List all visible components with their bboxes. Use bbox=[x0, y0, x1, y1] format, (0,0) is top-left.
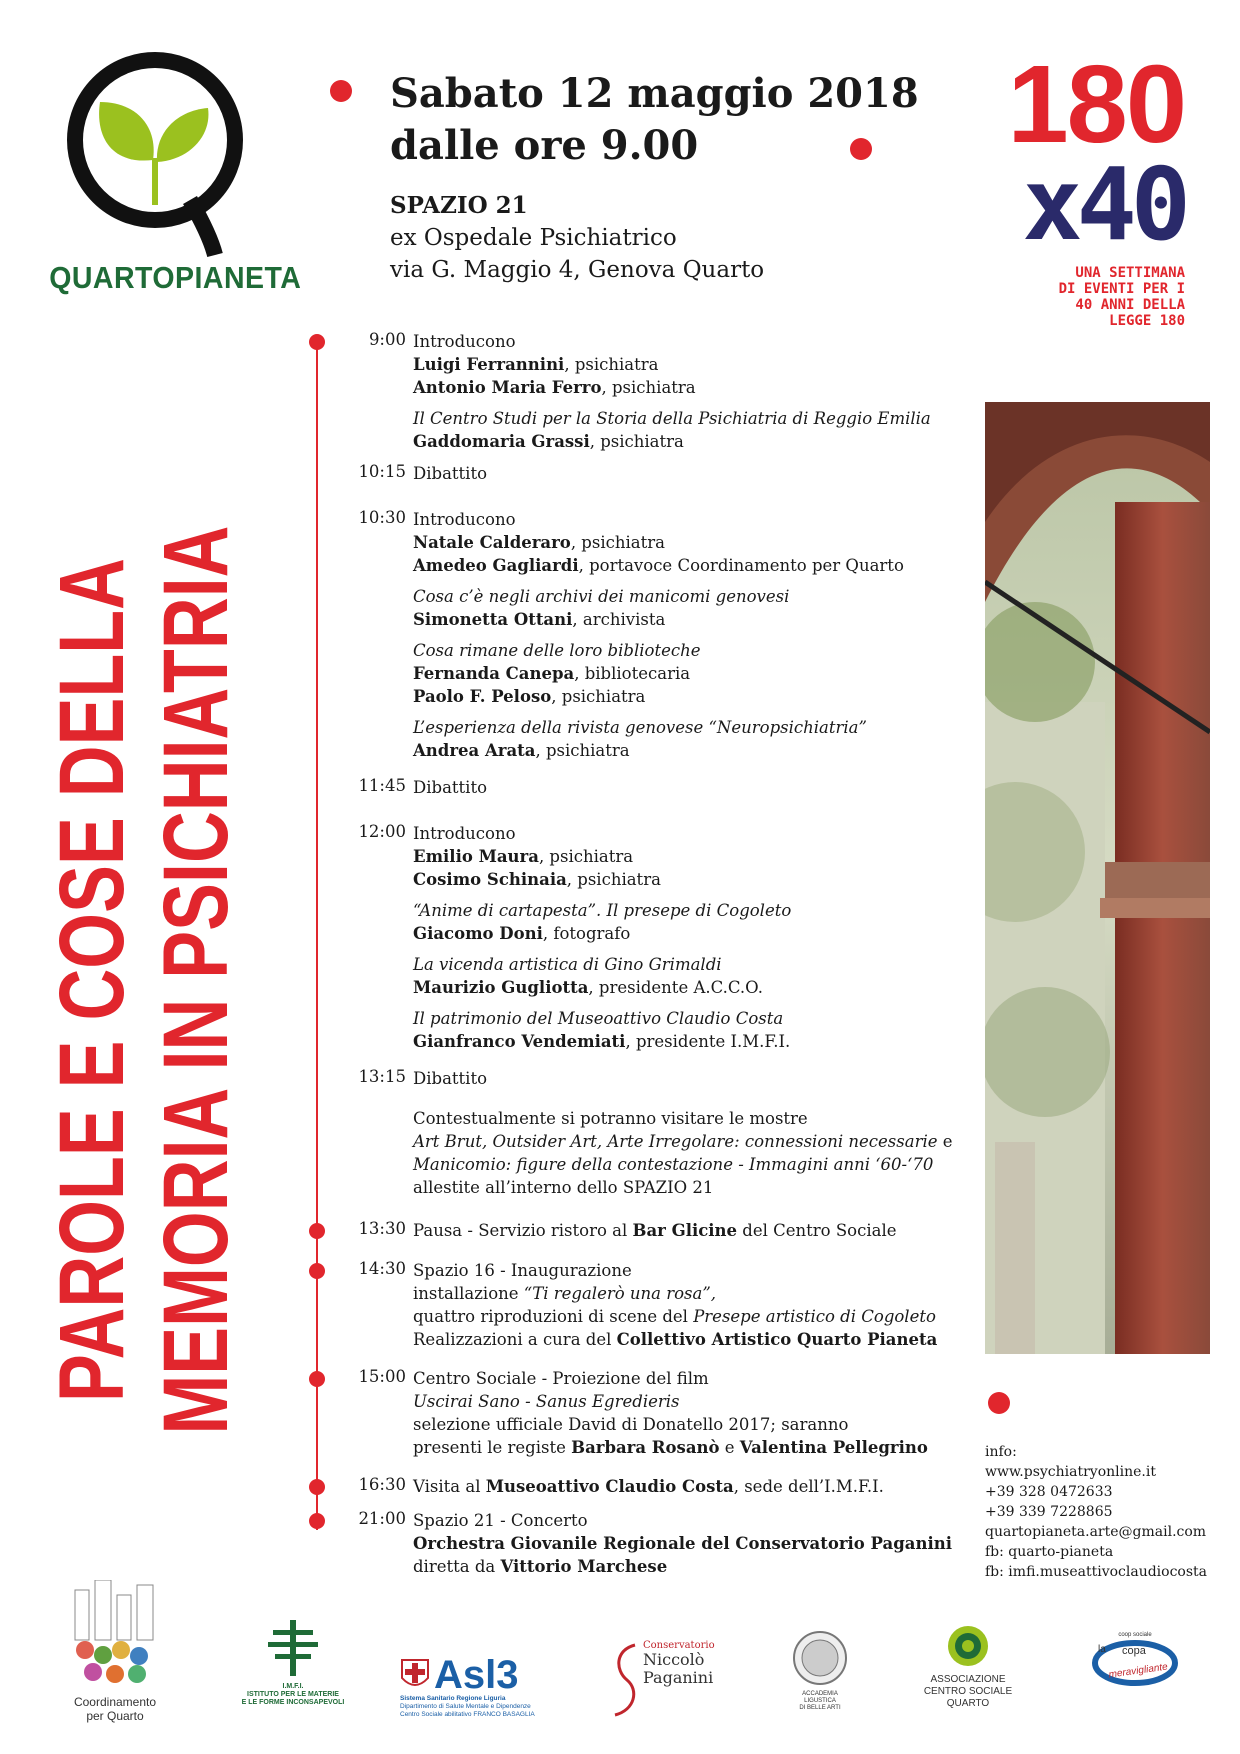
facebook-2: fb: imfi.museattivoclaudiocosta bbox=[985, 1564, 1208, 1580]
program-entry bbox=[413, 330, 973, 453]
bullet-dot bbox=[330, 80, 352, 102]
time-slot: 15:00 bbox=[358, 1367, 406, 1386]
badge-sub-line: DI EVENTI PER I bbox=[1058, 281, 1185, 297]
speaker: Fernanda Canepa, bibliotecaria bbox=[413, 664, 691, 683]
cons-line: Niccolò bbox=[643, 1650, 705, 1669]
entry-line: Spazio 16 - Inaugurazione bbox=[413, 1261, 632, 1280]
sprout-q-icon bbox=[40, 40, 270, 260]
program-entry bbox=[413, 1219, 973, 1242]
entry-line: presenti le registe Barbara Rosanò e Valentina Pellegrino bbox=[413, 1438, 928, 1457]
coordinamento-logo bbox=[60, 1580, 170, 1723]
entry-line: Orchestra Giovanile Regionale del Conservatorio Paganini bbox=[413, 1534, 952, 1553]
asl-sub-line: Centro Sociale abilitativo FRANCO BASAGLIA bbox=[400, 1711, 535, 1718]
date-line: Sabato 12 maggio 2018 bbox=[390, 70, 919, 117]
venue-block bbox=[390, 190, 764, 286]
brand-name: QUARTOPIANETA bbox=[49, 260, 302, 295]
timeline-dot bbox=[309, 1263, 325, 1279]
imfi-line: ISTITUTO PER LE MATERIE bbox=[247, 1691, 339, 1698]
info-block bbox=[985, 1442, 1207, 1582]
entry-line: Contestualmente si potranno visitare le mostre bbox=[413, 1109, 808, 1128]
coop-logo bbox=[1075, 1632, 1195, 1693]
talk-title: Cosa c’è negli archivi dei manicomi genovesi bbox=[413, 587, 790, 606]
quartopianeta-logo bbox=[40, 40, 302, 310]
entry-line: Dibattito bbox=[413, 778, 488, 797]
time-slot: 13:15 bbox=[358, 1067, 406, 1086]
talk-title: La vicenda artistica di Gino Grimaldi bbox=[413, 955, 722, 974]
accademia-logo bbox=[785, 1630, 855, 1712]
time-slot: 10:15 bbox=[358, 462, 406, 481]
event-date bbox=[390, 68, 919, 172]
speaker: Natale Calderaro, psichiatra bbox=[413, 533, 665, 552]
accad-line: ACCADEMIA bbox=[802, 1691, 838, 1697]
talk-title: Il patrimonio del Museoattivo Claudio Costa bbox=[413, 1009, 784, 1028]
imfi-line: I.M.F.I. bbox=[282, 1683, 304, 1690]
acsq-line: QUARTO bbox=[946, 1698, 990, 1709]
arch-photo bbox=[985, 402, 1210, 1354]
talk-title: Il Centro Studi per la Storia della Psichiatria di Reggio Emilia bbox=[413, 409, 931, 428]
time-slot: 14:30 bbox=[358, 1259, 406, 1278]
title-line-1: PAROLE E COSE DELLA bbox=[41, 558, 143, 1402]
exhibit-line: Art Brut, Outsider Art, Arte Irregolare: connessioni necessarie e bbox=[413, 1132, 953, 1151]
coord-line: Coordinamento bbox=[73, 1695, 157, 1709]
venue-desc: ex Ospedale Psichiatrico bbox=[390, 225, 677, 251]
speaker: Paolo F. Peloso, psichiatra bbox=[413, 687, 646, 706]
program-entry bbox=[413, 776, 973, 799]
program-entry bbox=[413, 822, 973, 1053]
time-slot: 12:00 bbox=[358, 822, 406, 841]
cons-line: Paganini bbox=[643, 1668, 714, 1687]
entry-line: Visita al Museoattivo Claudio Costa, sede dell’I.M.F.I. bbox=[413, 1477, 884, 1496]
time-slot: 21:00 bbox=[358, 1509, 406, 1528]
film-title: Uscirai Sano - Sanus Egredieris bbox=[413, 1392, 680, 1411]
speaker: Emilio Maura, psichiatra bbox=[413, 847, 634, 866]
timeline-dot bbox=[309, 1479, 325, 1495]
program-entry bbox=[413, 1367, 973, 1459]
entry-line: Realizzazioni a cura del Collettivo Artistico Quarto Pianeta bbox=[413, 1330, 938, 1349]
badge-x40: x40 bbox=[1022, 146, 1185, 263]
speaker: Giacomo Doni, fotografo bbox=[413, 924, 631, 943]
entry-line: allestite all’interno dello SPAZIO 21 bbox=[413, 1178, 714, 1197]
title-line-2: MEMORIA IN PSICHIATRIA bbox=[145, 525, 247, 1435]
asl3-wordmark: Asl3 bbox=[434, 1653, 519, 1697]
program-entry bbox=[413, 508, 973, 762]
talk-title: Cosa rimane delle loro biblioteche bbox=[413, 641, 701, 660]
coop-line: coop sociale bbox=[1118, 1632, 1152, 1638]
entry-line: Pausa - Servizio ristoro al Bar Glicine del Centro Sociale bbox=[413, 1221, 897, 1240]
badge-sub-line: UNA SETTIMANA bbox=[1075, 265, 1185, 281]
phone-2: +39 339 7228865 bbox=[985, 1504, 1113, 1520]
website-link[interactable]: www.psychiatryonline.it bbox=[985, 1464, 1156, 1480]
asl-sub-line: Dipartimento di Salute Mentale e Dipendenze bbox=[400, 1703, 531, 1710]
timeline-dot bbox=[309, 334, 325, 350]
coop-ring-icon bbox=[1080, 1638, 1190, 1688]
city-crowd-icon bbox=[65, 1580, 165, 1690]
speaker: Simonetta Ottani, archivista bbox=[413, 610, 666, 629]
cons-line: Conservatorio bbox=[643, 1640, 715, 1651]
entry-line: quattro riproduzioni di scene del Presepe artistico di Cogoleto bbox=[413, 1307, 936, 1326]
facebook-1: fb: quarto-pianeta bbox=[985, 1544, 1114, 1560]
program-entry bbox=[413, 1475, 973, 1498]
email-link[interactable]: quartopianeta.arte@gmail.com bbox=[985, 1524, 1207, 1540]
talk-title: L’esperienza della rivista genovese “Neuropsichiatria” bbox=[413, 718, 867, 737]
talk-title: “Anime di cartapesta”. Il presepe di Cogoleto bbox=[413, 901, 792, 920]
badge-number: 180 bbox=[1007, 43, 1185, 166]
time-slot: 13:30 bbox=[358, 1219, 406, 1238]
accademia-seal-icon bbox=[792, 1630, 848, 1686]
time-slot: 9:00 bbox=[368, 330, 406, 349]
info-label: info: bbox=[985, 1444, 1017, 1460]
asl3-logo bbox=[400, 1655, 550, 1719]
coop-word-meravigliante: meravigliante bbox=[1107, 1661, 1169, 1681]
venue-name: SPAZIO 21 bbox=[390, 192, 528, 219]
time-slot: 11:45 bbox=[358, 776, 406, 795]
timeline-dot bbox=[309, 1513, 325, 1529]
speaker: Gianfranco Vendemiati, presidente I.M.F.I. bbox=[413, 1032, 791, 1051]
associazione-logo bbox=[918, 1623, 1018, 1710]
badge-sub-line: 40 ANNI DELLA bbox=[1075, 297, 1185, 313]
speaker: Antonio Maria Ferro, psichiatra bbox=[413, 378, 696, 397]
time-slot: 10:30 bbox=[358, 508, 406, 527]
entry-line: Spazio 21 - Concerto bbox=[413, 1511, 588, 1530]
conservatorio-logo bbox=[605, 1640, 735, 1687]
entry-line: diretta da Vittorio Marchese bbox=[413, 1557, 668, 1576]
badge-sub-line: LEGGE 180 bbox=[1109, 313, 1185, 329]
exhibit-line: Manicomio: figure della contestazione - Immagini anni ‘60-‘70 bbox=[413, 1155, 934, 1174]
program-entry bbox=[413, 1509, 973, 1578]
phone-1: +39 328 0472633 bbox=[985, 1484, 1113, 1500]
timeline-line bbox=[316, 340, 318, 1530]
vertical-title bbox=[40, 380, 280, 1580]
entry-line: installazione “Ti regalerò una rosa”, bbox=[413, 1284, 717, 1303]
speaker: Gaddomaria Grassi, psichiatra bbox=[413, 432, 684, 451]
timeline-dot bbox=[309, 1371, 325, 1387]
liguria-shield-icon bbox=[400, 1658, 430, 1692]
program-entry bbox=[413, 1067, 973, 1199]
bullet-dot bbox=[988, 1392, 1010, 1414]
speaker: Luigi Ferrannini, psichiatra bbox=[413, 355, 659, 374]
speaker: Maurizio Gugliotta, presidente A.C.C.O. bbox=[413, 978, 763, 997]
venue-address: via G. Maggio 4, Genova Quarto bbox=[390, 257, 765, 283]
entry-line: Introducono bbox=[413, 510, 516, 529]
time-slot: 16:30 bbox=[358, 1475, 406, 1494]
imfi-line: E LE FORME INCONSAPEVOLI bbox=[241, 1699, 345, 1706]
speaker: Andrea Arata, psichiatra bbox=[413, 741, 630, 760]
acsq-line: CENTRO SOCIALE bbox=[923, 1686, 1013, 1697]
entry-line: Dibattito bbox=[413, 464, 488, 483]
program-entry bbox=[413, 462, 973, 485]
swirl-icon bbox=[945, 1623, 991, 1669]
coop-word-copa: copa bbox=[1122, 1645, 1146, 1657]
time-line: dalle ore 9.00 bbox=[390, 122, 699, 169]
violin-scroll-icon bbox=[605, 1640, 645, 1720]
180x40-badge bbox=[985, 43, 1185, 329]
imfi-logo bbox=[238, 1618, 348, 1707]
entry-line: Dibattito bbox=[413, 1069, 488, 1088]
entry-line: selezione ufficiale David di Donatello 2017; saranno bbox=[413, 1415, 849, 1434]
timeline-dot bbox=[309, 1223, 325, 1239]
asl-sub-line: Sistema Sanitario Regione Liguria bbox=[400, 1695, 506, 1702]
program-entry bbox=[413, 1259, 973, 1351]
speaker: Cosimo Schinaia, psichiatra bbox=[413, 870, 661, 889]
acsq-line: ASSOCIAZIONE bbox=[930, 1674, 1006, 1685]
imfi-cross-icon bbox=[263, 1618, 323, 1678]
accad-line: DI BELLE ARTI bbox=[799, 1705, 841, 1711]
badge-subtitle bbox=[985, 265, 1185, 329]
accad-line: LIGUSTICA bbox=[804, 1698, 836, 1704]
coop-word-la: la bbox=[1098, 1644, 1106, 1655]
entry-line: Centro Sociale - Proiezione del film bbox=[413, 1369, 709, 1388]
entry-line: Introducono bbox=[413, 824, 516, 843]
coord-line: per Quarto bbox=[86, 1709, 144, 1723]
speaker: Amedeo Gagliardi, portavoce Coordinamento per Quarto bbox=[413, 556, 904, 575]
entry-line: Introducono bbox=[413, 332, 516, 351]
